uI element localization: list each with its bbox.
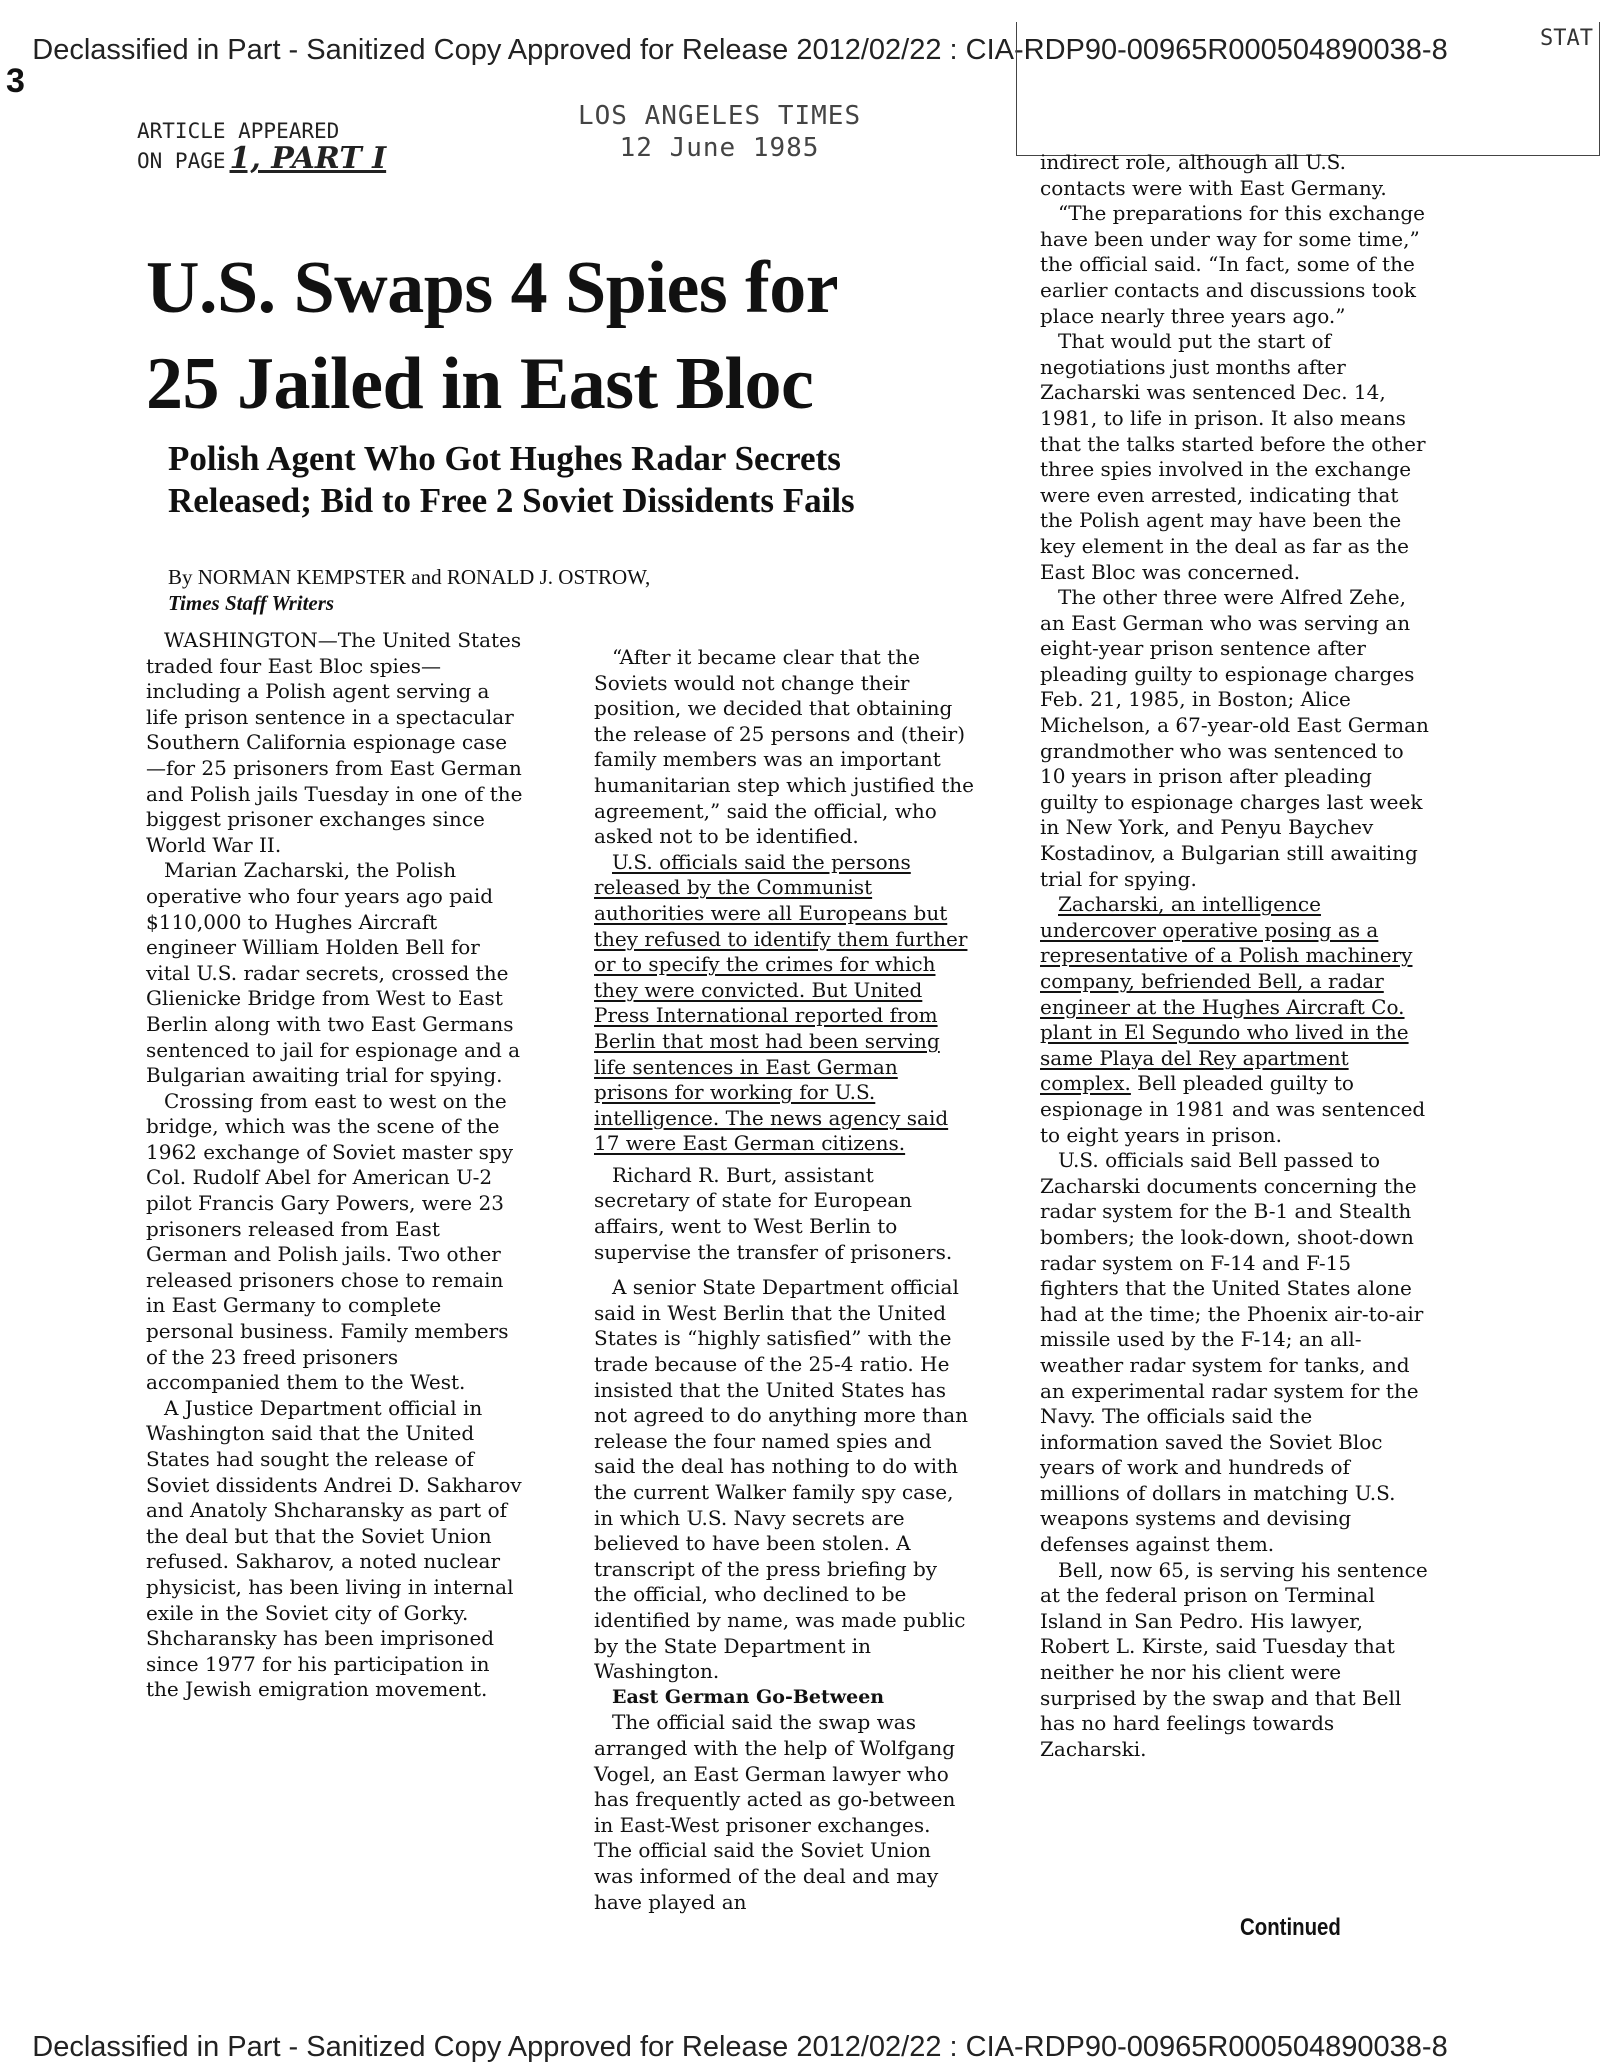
paragraph: U.S. officials said Bell passed to Zacharski documents concerning the radar system for the B-1 and Stealth bombers; the look-down, shoot-down radar system on F-14 and F-15 fighters that the United States alone had at the time; the Phoenix air-to-air missile used by the F-14; an all-weather radar system for tanks, and an experimental radar system for the Navy. The officials said the information saved the Soviet Bloc years of work and hundreds of millions of dollars in matching U.S. weapons systems and devising defenses against them. xyxy=(1040,1148,1424,1557)
declassification-banner-top: Declassified in Part - Sanitized Copy Approved for Release 2012/02/22 : CIA-RDP90-00965R000504890038-8 xyxy=(32,34,1448,66)
stat-label: STAT xyxy=(1540,26,1593,51)
stamp-line-2 xyxy=(137,141,387,176)
source-publication: LOS ANGELES TIMES xyxy=(578,101,862,131)
stat-box xyxy=(1016,22,1600,156)
paragraph: The official said the swap was arranged with the help of Wolfgang Vogel, an East German lawyer who has frequently acted as go-between in East-West prisoner exchanges. The official said the Soviet Union was informed of the deal and may have played an xyxy=(594,1710,956,1914)
underlined-passage: Zacharski, an intelligence undercover operative posing as a representative of a Polish machinery company, befriended Bell, a radar engineer at the Hughes Aircraft Co. plant in El Segundo who lived in the same Playa del Rey apartment complex. xyxy=(1040,892,1413,1096)
paragraph: Bell, now 65, is serving his sentence at the federal prison on Terminal Island in San Pedro. His lawyer, Robert L. Kirste, said Tuesday that neither he nor his client were surprised by the swap and that Bell has no hard feelings towards Zacharski. xyxy=(1040,1557,1428,1761)
page-mark: 3 xyxy=(6,62,25,100)
continued-label: Continued xyxy=(1240,1914,1341,1941)
source-stamp xyxy=(578,100,861,164)
declassification-banner-bottom: Declassified in Part - Sanitized Copy Approved for Release 2012/02/22 : CIA-RDP90-00965R000504890038-8 xyxy=(32,2031,1448,2063)
paragraph: Crossing from east to west on the bridge, which was the scene of the 1962 exchange of Soviet master spy Col. Rudolf Abel for American U-2 pilot Francis Gary Powers, were 23 prisoners released from East German and Polish jails. Two other released prisoners chose to remain in East Germany to complete personal business. Family members of the 23 freed prisoners accompanied them to the West. xyxy=(146,1088,514,1395)
paragraph-underlined xyxy=(594,850,974,1157)
underlined-passage: U.S. officials said the persons released by the Communist authorities were all Europeans but they refused to identify them further or to specify the crimes for which they were convicted. But United Press International reported from Berlin that most had been serving life sentences in East German prisons for working for U.S. intelligence. The news agency said 17 were East German citizens. xyxy=(594,849,968,1156)
byline-authors: By NORMAN KEMPSTER and RONALD J. OSTROW, xyxy=(168,565,651,589)
article-column-2 xyxy=(594,645,974,1915)
paragraph-rest: Bell pleaded guilty to espionage in 1981 and was sentenced to eight years in prison. xyxy=(1040,1071,1426,1147)
headline: U.S. Swaps 4 Spies for 25 Jailed in East Bloc xyxy=(146,247,837,425)
article-appeared-stamp xyxy=(137,118,386,175)
paragraph: Richard R. Burt, assistant secretary of state for European affairs, went to West Berlin to supervise the transfer of prisoners. xyxy=(594,1162,953,1264)
stamp-on-page: ON PAGE xyxy=(137,149,226,173)
byline xyxy=(168,564,650,616)
source-date: 12 June 1985 xyxy=(619,133,820,163)
paragraph: That would put the start of negotiations just months after Zacharski was sentenced Dec. 14, 1981, to life in prison. It also means that the talks started before the other three spies involved in the exchange were even arrested, indicating that the Polish agent may have been the key element in the deal as far as the East Bloc was concerned. xyxy=(1040,329,1426,584)
paragraph: A senior State Department official said in West Berlin that the United States is “highly satisfied” with the trade because of the 25-4 ratio. He insisted that the United States has not agreed to do anything more than release the four named spies and said the deal has nothing to do with the current Walker family spy case, in which U.S. Navy secrets are believed to have been stolen. A transcript of the press briefing by the official, who declined to be identified by name, was made public by the State Department in Washington. xyxy=(594,1275,969,1684)
paragraph: indirect role, although all U.S. contacts were with East Germany. xyxy=(1040,150,1387,200)
subheadline: Polish Agent Who Got Hughes Radar Secrets Released; Bid to Free 2 Soviet Dissidents Fails xyxy=(168,439,855,520)
paragraph: Marian Zacharski, the Polish operative who four years ago paid $110,000 to Hughes Aircraft engineer William Holden Bell for vital U.S. radar secrets, crossed the Glienicke Bridge from West to East Berlin along with two East Germans sentenced to jail for espionage and a Bulgarian awaiting trial for spying. xyxy=(146,858,521,1088)
article-column-1 xyxy=(146,628,524,1703)
paragraph: “The preparations for this exchange have been under way for some time,” the official said. “In fact, some of the earlier contacts and discussions took place nearly three years ago.” xyxy=(1040,201,1425,328)
stamp-line-1: ARTICLE APPEARED xyxy=(137,119,340,143)
stamp-handwritten-page: 1, PART I xyxy=(229,141,387,176)
paragraph: The other three were Alfred Zehe, an East German who was serving an eight-year prison sentence after pleading guilty to espionage charges Feb. 21, 1985, in Boston; Alice Michelson, a 67-year-old East German grandmother who was sentenced to 10 years in prison after pleading guilty to espionage charges last week in New York, and Penyu Baychev Kostadinov, a Bulgarian still awaiting trial for spying. xyxy=(1040,585,1429,891)
byline-staff: Times Staff Writers xyxy=(168,591,335,615)
section-subhead: East German Go-Between xyxy=(612,1685,885,1708)
article-column-3 xyxy=(1040,150,1430,1762)
paragraph: “After it became clear that the Soviets would not change their position, we decided that obtaining the release of 25 persons and (their) family members was an important humanitarian step which justified the agreement,” said the official, who asked not to be identified. xyxy=(594,645,975,849)
paragraph-partly-underlined xyxy=(1040,892,1430,1148)
paragraph: WASHINGTON—The United States traded four East Bloc spies—including a Polish agent serving a life prison sentence in a spectacular Southern California espionage case—for 25 prisoners from East German and Polish jails Tuesday in one of the biggest prisoner exchanges since World War II. xyxy=(146,628,523,857)
paragraph: A Justice Department official in Washington said that the United States had sought the release of Soviet dissidents Andrei D. Sakharov and Anatoly Shcharansky as part of the deal but that the Soviet Union refused. Sakharov, a noted nuclear physicist, has been living in internal exile in the Soviet city of Gorky. Shcharansky has been imprisoned since 1977 for his participation in the Jewish emigration movement. xyxy=(146,1395,522,1702)
